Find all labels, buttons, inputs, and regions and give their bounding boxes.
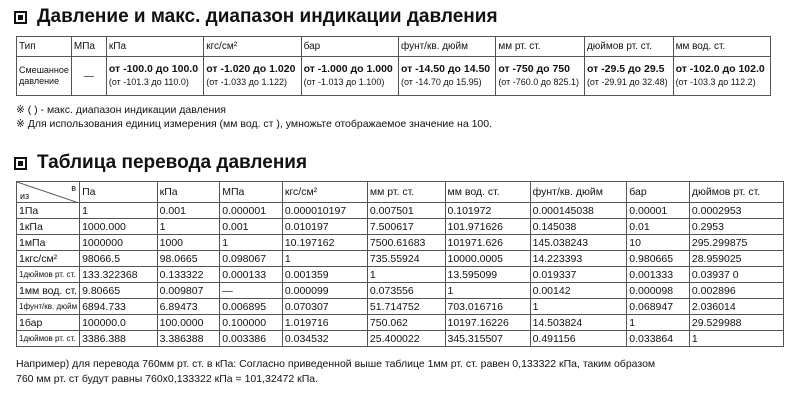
table-row [17,235,784,251]
table-cell: 101971.626 [445,235,530,251]
row-label: 1Па [17,203,80,219]
square-bullet-icon [14,11,27,24]
table-cell: 7.500617 [367,219,445,235]
column-header: кПа [106,37,203,57]
table-cell: 0.145038 [530,219,627,235]
table-cell: 10 [627,235,690,251]
row-label: 1кПа [17,219,80,235]
table-cell: 29.529988 [689,315,783,331]
table-row [17,219,784,235]
table-cell: 0.034532 [282,331,367,347]
table-cell: 0.002896 [689,283,783,299]
table-cell: 28.959025 [689,251,783,267]
column-header: кгс/см² [282,182,367,203]
range-main: от -29.5 до 29.5 [586,63,665,75]
section-heading-conversion-table [14,152,307,174]
range-cell [496,57,585,96]
range-max: (от -103.3 до 112.2) [675,77,756,87]
row-label: 1мм вод. ст. [17,283,80,299]
conversion-table [16,181,784,347]
table-cell: 0.980665 [627,251,690,267]
range-max: (от -1.013 до 1.100) [303,77,385,87]
mpa-cell: — [71,57,106,96]
table-cell: 1 [627,315,690,331]
table-cell: 0.000098 [627,283,690,299]
table-cell: 25.400022 [367,331,445,347]
range-max: (от -760.0 до 825.1) [498,77,580,87]
table-cell: 0.001359 [282,267,367,283]
column-header: Па [80,182,158,203]
table-row [17,203,784,219]
row-label: 1мПа [17,235,80,251]
table-cell: — [220,283,283,299]
table-cell: 0.000145038 [530,203,627,219]
table-cell: 0.068947 [627,299,690,315]
pressure-range-table [16,36,771,96]
table-cell: 0.000099 [282,283,367,299]
table-cell: 1000000 [80,235,158,251]
row-label: 1фунт/кв. дюйм [17,299,80,315]
table-cell: 0.033864 [627,331,690,347]
table-cell: 100000.0 [80,315,158,331]
table-cell: 1 [80,203,158,219]
range-main: от -1.000 до 1.000 [303,63,393,75]
section-heading-pressure-range [14,6,498,28]
column-header: дюймов рт. ст. [584,37,673,57]
column-header: мм вод. ст. [445,182,530,203]
table-cell: 1 [282,251,367,267]
table-cell: 0.001333 [627,267,690,283]
table-cell: 0.006895 [220,299,283,315]
table-cell: 3.386388 [157,331,220,347]
table-cell: 6894.733 [80,299,158,315]
table-cell: 133.322368 [80,267,158,283]
note-max-range: ※ ( ) - макс. диапазон индикации давления [16,104,226,116]
column-header: дюймов рт. ст. [689,182,783,203]
table-cell: 51.714752 [367,299,445,315]
table-cell: 101.971626 [445,219,530,235]
table-cell: 0.000001 [220,203,283,219]
column-header: мм рт. ст. [367,182,445,203]
range-max: (от -29.91 до 32.48) [586,77,668,87]
table-cell: 7500.61683 [367,235,445,251]
table-cell: 1000.000 [80,219,158,235]
section-title: Таблица перевода давления [37,152,308,173]
table-cell: 1 [220,235,283,251]
column-header: МПа [71,37,106,57]
table-cell: 0.000133 [220,267,283,283]
corner-cell [17,182,80,203]
range-cell [204,57,301,96]
square-bullet-icon [14,157,27,170]
row-label: 1дюймов рт. ст. [17,331,80,347]
note-water-column: ※ Для использования единиц измерения (мм вод. ст ), умножьте отображаемое значение на 100. [16,118,493,130]
column-header: кгс/см² [204,37,301,57]
range-cell [398,57,495,96]
table-cell: 0.010197 [282,219,367,235]
table-cell: 0.019337 [530,267,627,283]
range-main: от -100.0 до 100.0 [108,63,199,75]
table-cell: 735.55924 [367,251,445,267]
table-cell: 1 [157,219,220,235]
table-cell: 1 [445,283,530,299]
table-row [17,267,784,283]
column-header: фунт/кв. дюйм [398,37,495,57]
table-header-row [17,37,771,57]
column-header: бар [301,37,398,57]
table-cell: 0.01 [627,219,690,235]
table-row [17,57,771,96]
table-row [17,299,784,315]
table-cell: 345.315507 [445,331,530,347]
table-cell: 98.0665 [157,251,220,267]
range-cell [301,57,398,96]
table-cell: 1000 [157,235,220,251]
table-cell: 145.038243 [530,235,627,251]
range-main: от -1.020 до 1.020 [206,63,296,75]
table-cell: 0.2953 [689,219,783,235]
corner-to-label: в [71,183,77,193]
range-max: (от -14.70 до 15.95) [400,77,482,87]
corner-from-label: из [20,191,30,201]
column-header: бар [627,182,690,203]
table-cell: 1.019716 [282,315,367,331]
section-title: Давление и макс. диапазон индикации давления [37,6,498,27]
column-header: мм рт. ст. [496,37,585,57]
table-cell: 6.89473 [157,299,220,315]
row-label: 1дюймов рт. ст. [17,267,80,283]
range-max: (от -1.033 до 1.122) [206,77,287,87]
table-cell: 703.016716 [445,299,530,315]
table-cell: 0.100000 [220,315,283,331]
column-header: МПа [220,182,283,203]
table-cell: 9.80665 [80,283,158,299]
table-cell: 14.223393 [530,251,627,267]
table-cell: 0.0002953 [689,203,783,219]
table-cell: 0.001 [220,219,283,235]
table-cell: 2.036014 [689,299,783,315]
table-cell: 100.0000 [157,315,220,331]
table-cell: 295.299875 [689,235,783,251]
table-cell: 0.098067 [220,251,283,267]
table-cell: 3386.388 [80,331,158,347]
table-cell: 0.133322 [157,267,220,283]
table-row [17,315,784,331]
table-cell: 10197.16226 [445,315,530,331]
table-cell: 0.073556 [367,283,445,299]
table-row [17,251,784,267]
table-cell: 0.491156 [530,331,627,347]
table-cell: 14.503824 [530,315,627,331]
table-cell: 1 [689,331,783,347]
range-cell [673,57,770,96]
table-cell: 0.009807 [157,283,220,299]
table-cell: 98066.5 [80,251,158,267]
table-cell: 13.595099 [445,267,530,283]
table-cell: 0.007501 [367,203,445,219]
table-row [17,331,784,347]
table-cell: 10000.0005 [445,251,530,267]
table-cell: 0.00142 [530,283,627,299]
table-cell: 750.062 [367,315,445,331]
range-max: (от -101.3 до 110.0) [108,77,189,87]
row-label: 1кгс/см² [17,251,80,267]
example-line: 760 мм рт. ст будут равны 760x0,133322 кПа = 101,32472 кПа. [16,373,319,385]
table-cell: 0.070307 [282,299,367,315]
table-cell: 10.197162 [282,235,367,251]
type-cell: Смешанное давление [17,57,72,96]
table-cell: 0.001 [157,203,220,219]
range-main: от -102.0 до 102.0 [675,63,765,75]
table-header-row [17,182,784,203]
table-cell: 0.000010197 [282,203,367,219]
column-header: мм вод. ст. [673,37,770,57]
table-cell: 1 [530,299,627,315]
range-main: от -750 до 750 [498,63,570,75]
range-cell [106,57,203,96]
range-cell [584,57,673,96]
table-cell: 0.00001 [627,203,690,219]
table-cell: 1 [367,267,445,283]
table-row [17,283,784,299]
range-main: от -14.50 до 14.50 [400,63,491,75]
column-header: Тип [17,37,72,57]
example-line: Например) для перевода 760мм рт. ст. в кПа: Согласно приведенной выше таблице 1мм рт. ст. равен 0,133322 кПа, таким образом [16,358,656,370]
column-header: кПа [157,182,220,203]
table-cell: 0.101972 [445,203,530,219]
row-label: 1бар [17,315,80,331]
table-cell: 0.003386 [220,331,283,347]
column-header: фунт/кв. дюйм [530,182,627,203]
table-cell: 0.03937 0 [689,267,783,283]
conversion-example [16,357,655,387]
